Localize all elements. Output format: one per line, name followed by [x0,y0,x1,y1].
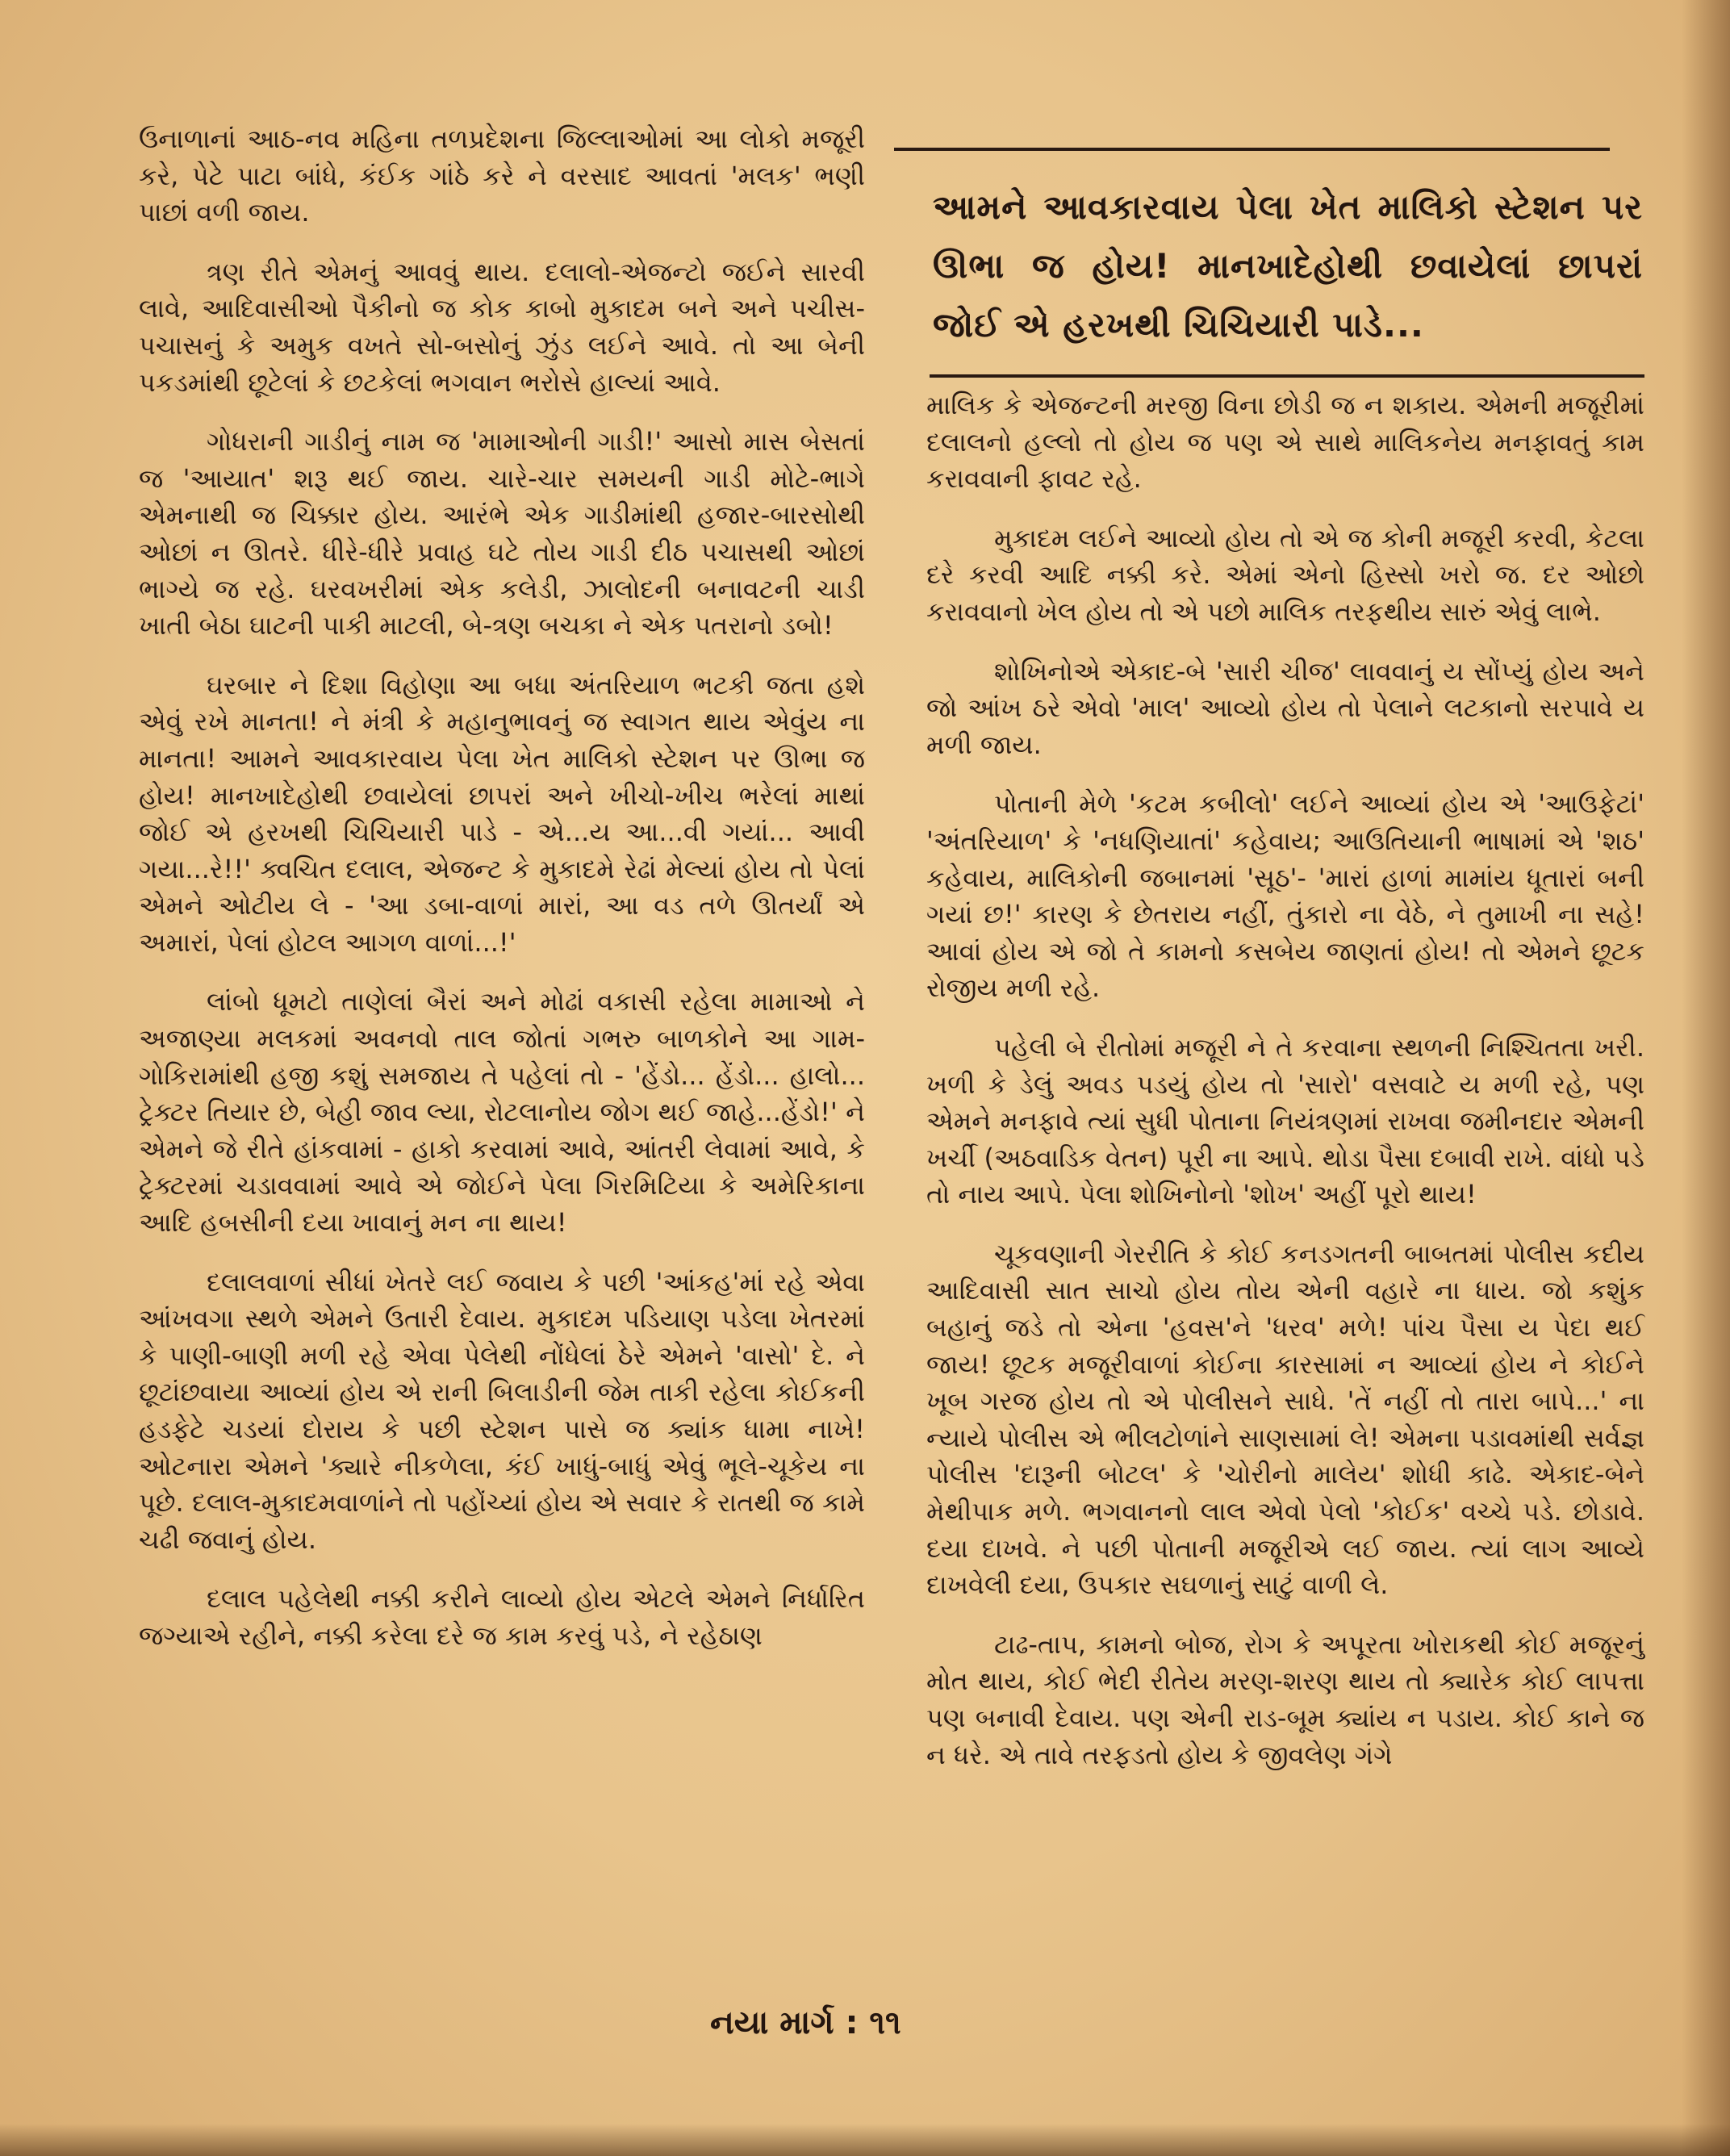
pull-quote-top-rule [894,148,1610,151]
left-column [139,121,865,1678]
right-paragraph-3: શોખિનોએ એકાદ-બે 'સારી ચીજ' લાવવાનું ય સોંપ્યું હોય અને જો આંખ ઠરે એવો 'માલ' આવ્યો હોય તો પેલાને લટકાનો સરપાવે ય મળી જાય. [926,655,1644,760]
right-column [926,387,1644,1796]
left-paragraph-6: દલાલવાળાં સીધાં ખેતરે લઈ જવાય કે પછી 'આંકહ'માં રહે એવા આંખવગા સ્થળે એમને ઉતારી દેવાય. મુકાદમ પડિયાણ પડેલા ખેતરમાં કે પાણી-બાણી મળી રહે એવા પેલેથી નોંધેલાં ઠેરે એમને 'વાસો' દે. ને છૂટાંછવાયા આવ્યાં હોય એ રાની બિલાડીની જેમ તાકી રહેલા કોઈકની હડફેટે ચડયાં દોરાય કે પછી સ્ટેશન પાસે જ ક્યાંક ધામા નાખે! ઓટનારા એમને 'ક્યારે નીકળેલા, કંઈ ખાધું-બાધું એવું ભૂલે-ચૂકેય ના પૂછે. દલાલ-મુકાદમવાળાંને તો પહોંચ્યાં હોય એ સવાર કે રાતથી જ કામે ચઢી જવાનું હોય. [139,1266,865,1555]
left-paragraph-7: દલાલ પહેલેથી નક્કી કરીને લાવ્યો હોય એટલે એમને નિર્ધારિત જગ્યાએ રહીને, નક્કી કરેલા દરે જ કામ કરવું પડે, ને રહેઠાણ [139,1583,865,1651]
left-paragraph-1: ઉનાળાનાં આઠ-નવ મહિના તળપ્રદેશના જિલ્લાઓમાં આ લોકો મજૂરી કરે, પેટે પાટા બાંધે, કંઈક ગાંઠે કરે ને વરસાદ આવતાં 'મલક' ભણી પાછાં વળી જાય. [139,123,865,228]
right-paragraph-2: મુકાદમ લઈને આવ્યો હોય તો એ જ કોની મજૂરી કરવી, કેટલા દરે કરવી આદિ નક્કી કરે. એમાં એનો હિસ્સો ખરો જ. દર ઓછો કરાવવાનો ખેલ હોય તો એ પછો માલિક તરફથીય સારું એવું લાભે. [926,522,1644,627]
pull-quote-bottom-rule [930,374,1644,378]
right-paragraph-4: પોતાની મેળે 'કટમ કબીલો' લઈને આવ્યાં હોય એ 'આઉફેટાં' 'અંતરિયાળ' કે 'નધણિયાતાં' કહેવાય; આઉતિયાની ભાષામાં એ 'શઠ' કહેવાય, માલિકોની જબાનમાં 'સૂઠ'- 'મારાં હાળાં મામાંય ધૂતારાં બની ગયાં છ!' કારણ કે છેતરાય નહીં, તુંકારો ના વેઠે, ને તુમાખી ના સહે! આવાં હોય એ જો તે કામનો કસબેય જાણતાં હોય! તો એમને છૂટક રોજીય મળી રહે. [926,788,1644,1004]
left-paragraph-3: ગોધરાની ગાડીનું નામ જ 'મામાઓની ગાડી!' આસો માસ બેસતાં જ 'આયાત' શરૂ થઈ જાય. ચારે-ચાર સમયની ગાડી મોટે-ભાગે એમનાથી જ ચિક્કાર હોય. આરંભે એક ગાડીમાંથી હજાર-બારસોથી ઓછાં ન ઊતરે. ધીરે-ધીરે પ્રવાહ ઘટે તોય ગાડી દીઠ પચાસથી ઓછાં ભાગ્યે જ રહે. ઘરવખરીમાં એક કલેડી, ઝાલોદની બનાવટની ચાડી ખાતી બેઠા ઘાટની પાકી માટલી, બે-ત્રણ બચકા ને એક પતરાનો ડબો! [139,426,865,641]
pull-quote: આમને આવકારવાય પેલા ખેત માલિકો સ્ટેશન પર ઊભા જ હોય! માનખાદેહોથી છવાયેલાં છાપરાં જોઈ એ હરખથી ચિચિયારી પાડે... [933,187,1643,345]
left-paragraph-5: લાંબો ધૂમટો તાણેલાં બૈરાં અને મોઢાં વકાસી રહેલા મામાઓ ને અજાણ્યા મલકમાં અવનવો તાલ જોતાં ગભરુ બાળકોને આ ગામ-ગોકિરામાંથી હજી કશું સમજાય તે પહેલાં તો - 'હેંડો... હેંડો... હાલો... ટ્રેક્ટર તિયાર છે, બેહી જાવ લ્યા, રોટલાનોય જોગ થઈ જાહે...હેંડો!' ને એમને જે રીતે હાંકવામાં - હાકો કરવામાં આવે, આંતરી લેવામાં આવે, કે ટ્રેક્ટરમાં ચડાવવામાં આવે એ જોઈને પેલા ગિરમિટિયા કે અમેરિકાના આદિ હબસીની દયા ખાવાનું મન ના થાય! [139,986,865,1239]
page-footer: નયા માર્ગ : ૧૧ [710,2004,901,2041]
right-paragraph-7: ટાઢ-તાપ, કામનો બોજ, રોગ કે અપૂરતા ખોરાકથી કોઈ મજૂરનું મોત થાય, કોઈ ભેદી રીતેય મરણ-શરણ થાય તો ક્યારેક કોઈ લાપત્તા પણ બનાવી દેવાય. પણ એની રાડ-બૂમ ક્યાંય ન પડાય. કોઈ કાને જ ન ધરે. એ તાવે તરફડતો હોય કે જીવલેણ ગંગે [926,1628,1644,1770]
right-paragraph-1: માલિક કે એજન્ટની મરજી વિના છોડી જ ન શકાય. એમની મજૂરીમાં દલાલનો હલ્લો તો હોય જ પણ એ સાથે માલિકનેય મનફાવતું કામ કરાવવાની ફાવટ રહે. [926,390,1644,495]
left-paragraph-4: ઘરબાર ને દિશા વિહોણા આ બધા અંતરિયાળ ભટકી જતા હશે એવું રખે માનતા! ને મંત્રી કે મહાનુભાવનું જ સ્વાગત થાય એવુંય ના માનતા! આમને આવકારવાય પેલા ખેત માલિકો સ્ટેશન પર ઊભા જ હોય! માનખાદેહોથી છવાયેલાં છાપરાં અને ખીચો-ખીચ ભરેલાં માથાં જોઈ એ હરખથી ચિચિયારી પાડે - એ...ય આ...વી ગયાં... આવી ગયા...રે!!' ક્વચિત દલાલ, એજન્ટ કે મુકાદમે રેઢાં મેલ્યાં હોય તો પેલાં એમને ઓટીય લે - 'આ ડબા-વાળાં મારાં, આ વડ તળે ઊતર્યાં એ અમારાં, પેલાં હોટલ આગળ વાળાં...!' [139,669,865,958]
right-paragraph-6: ચૂકવણાની ગેરરીતિ કે કોઈ કનડગતની બાબતમાં પોલીસ કદીય આદિવાસી સાત સાચો હોય તોય એની વહારે ના ધાય. જો કશુંક બહાનું જડે તો એના 'હવસ'ને 'ધરવ' મળે! પાંચ પૈસા ય પેદા થઈ જાય! છૂટક મજૂરીવાળાં કોઈના કારસામાં ન આવ્યાં હોય ને કોઈને ખૂબ ગરજ હોય તો એ પોલીસને સાધે. 'તેં નહીં તો તારા બાપે...' ના ન્યાયે પોલીસ એ ભીલટોળાંને સાણસામાં લે! એમના પડાવમાંથી સર્વજ્ઞ પોલીસ 'દારૂની બોટલ' કે 'ચોરીનો માલેય' શોધી કાઢે. એકાદ-બેને મેથીપાક મળે. ભગવાનનો લાલ એવો પેલો 'કોઈક' વચ્ચે પડે. છોડાવે. દયા દાખવે. ને પછી પોતાની મજૂરીએ લઈ જાય. ત્યાં લાગ આવ્યે દાખવેલી દયા, ઉપકાર સઘળાનું સાટું વાળી લે. [926,1238,1644,1601]
left-paragraph-2: ત્રણ રીતે એમનું આવવું થાય. દલાલો-એજન્ટો જઈને સારવી લાવે, આદિવાસીઓ પૈકીનો જ કોક કાબો મુકાદમ બને અને પચીસ-પચાસનું કે અમુક વખતે સો-બસોનું ઝુંડ લઈને આવે. તો આ બેની પકડમાંથી છૂટેલાં કે છટકેલાં ભગવાન ભરોસે હાલ્યાં આવે. [139,256,865,398]
right-paragraph-5: પહેલી બે રીતોમાં મજૂરી ને તે કરવાના સ્થળની નિશ્ચિતતા ખરી. ખળી કે ડેલું અવડ પડયું હોય તો 'સારો' વસવાટે ય મળી રહે, પણ એમને મનફાવે ત્યાં સુધી પોતાના નિયંત્રણમાં રાખવા જમીનદાર એમની ખર્ચી (અઠવાડિક વેતન) પૂરી ના આપે. થોડા પૈસા દબાવી રાખે. વાંધો પડે તો નાય આપે. પેલા શોખિનોનો 'શોખ' અહીં પૂરો થાય! [926,1031,1644,1210]
page-edge-shadow-bottom [0,2124,1730,2156]
page-edge-shadow-right [1682,0,1730,2156]
